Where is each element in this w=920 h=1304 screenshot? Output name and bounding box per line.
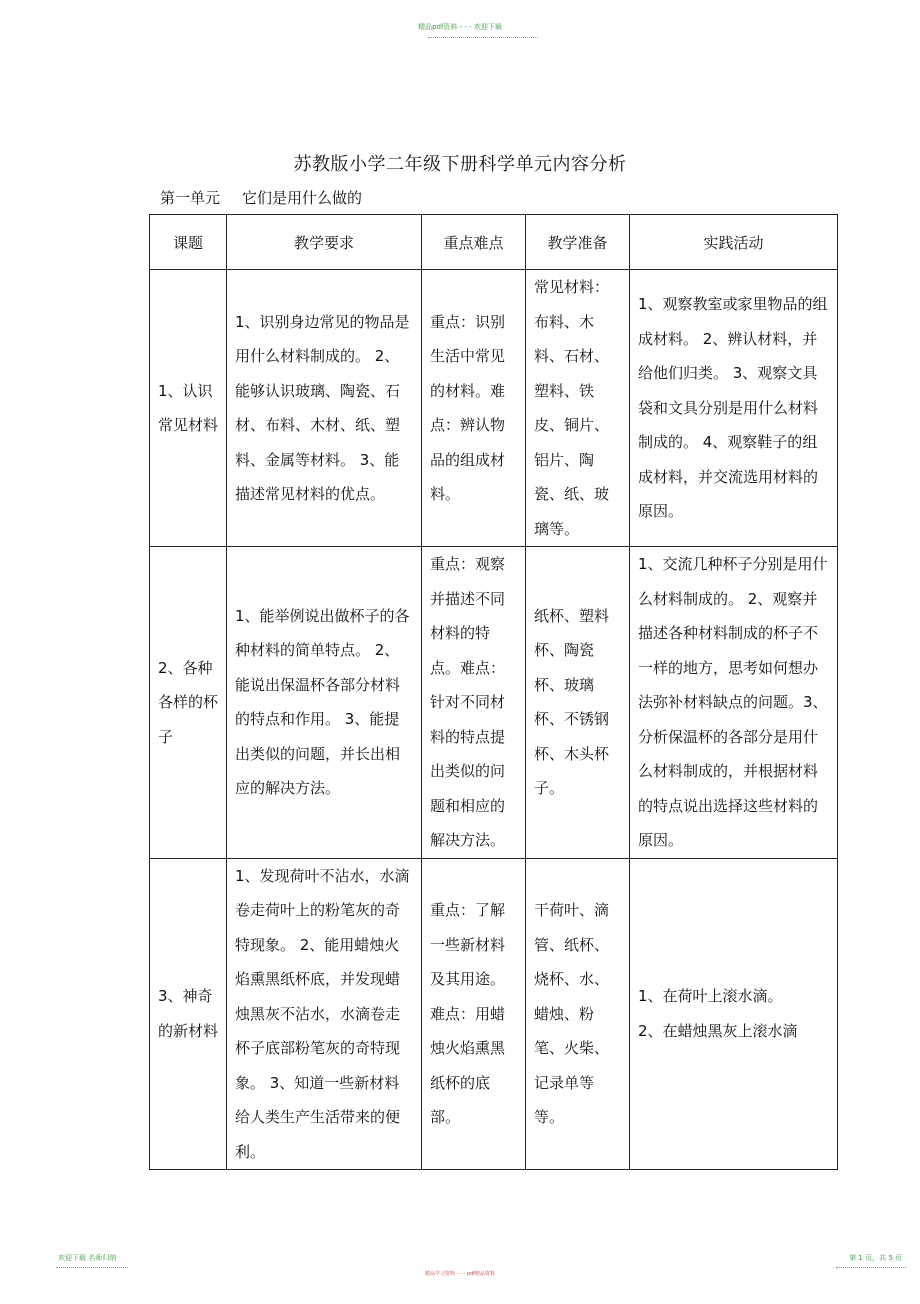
unit-heading bbox=[160, 187, 362, 208]
activities-cell bbox=[630, 858, 838, 1170]
key-points-cell: 重点：识别生活中常见的材料。难点：辨认物品的组成材料。 bbox=[422, 270, 526, 547]
topic-cell: 2、各种各样的杯子 bbox=[150, 547, 227, 859]
page-number: 第 1 页，共 5 页 bbox=[849, 1254, 902, 1262]
footer-left-dots bbox=[56, 1267, 128, 1268]
table-header-row bbox=[150, 215, 838, 270]
column-header: 教学要求 bbox=[227, 215, 422, 270]
preparation-cell: 常见材料：布料、木料、石材、塑料、铁皮、铜片、铝片、陶瓷、纸、玻璃等。 bbox=[526, 270, 630, 547]
table-row bbox=[150, 270, 838, 547]
column-header: 实践活动 bbox=[630, 215, 838, 270]
preparation-cell: 干荷叶、滴管、纸杯、烧杯、水、蜡烛、粉笔、火柴、记录单等等。 bbox=[526, 858, 630, 1170]
key-points-cell: 重点：了解一些新材料及其用途。难点：用蜡烛火焰熏黑纸杯的底部。 bbox=[422, 858, 526, 1170]
requirements-cell: 1、发现荷叶不沾水，水滴卷走荷叶上的粉笔灰的奇特现象。 2、能用蜡烛火焰熏黑纸杯底，并发现蜡烛黑灰不沾水，水滴卷走杯子底部粉笔灰的奇特现象。 3、知道一些新材料给人类生产生活带来的便利。 bbox=[227, 858, 422, 1170]
header-dots bbox=[428, 37, 538, 38]
content-table bbox=[149, 214, 838, 1170]
requirements-cell: 1、识别身边常见的物品是用什么材料制成的。 2、能够认识玻璃、陶瓷、石材、布料、木材、纸、塑料、金属等材料。 3、能描述常见材料的优点。 bbox=[227, 270, 422, 547]
preparation-cell: 纸杯、塑料杯、陶瓷杯、玻璃杯、不锈钢杯、木头杯子。 bbox=[526, 547, 630, 859]
table-row bbox=[150, 858, 838, 1170]
key-points-cell: 重点：观察并描述不同材料的特点。难点：针对不同材料的特点提出类似的问题和相应的解决方法。 bbox=[422, 547, 526, 859]
unit-label: 第一单元 bbox=[160, 189, 221, 207]
requirements-cell: 1、能举例说出做杯子的各种材料的简单特点。 2、能说出保温杯各部分材料的特点和作用。 3、能提出类似的问题，并长出相应的解决方法。 bbox=[227, 547, 422, 859]
activity-line: 2、在蜡烛黑灰上滚水滴 bbox=[638, 1021, 798, 1040]
footer-center-text: 精品学习资料 - - - pdf精品资料 bbox=[425, 1271, 495, 1277]
activities-cell: 1、交流几种杯子分别是用什么材料制成的。 2、观察并描述各种材料制成的杯子不一样的地方，思考如何想办法弥补材料缺点的问题。3、分析保温杯的各部分是用什么材料制成的，并根据材料的特点说出选择这些材料的原因。 bbox=[630, 547, 838, 859]
table-row bbox=[150, 547, 838, 859]
activities-cell: 1、观察教室或家里物品的组成材料。 2、辨认材料，并给他们归类。 3、观察文具袋和文具分别是用什么材料制成的。 4、观察鞋子的组成材料，并交流选用材料的原因。 bbox=[630, 270, 838, 547]
unit-title: 它们是用什么做的 bbox=[242, 189, 363, 207]
footer-right-dots bbox=[836, 1267, 906, 1268]
header-text: 精品pdf资料 - - - 欢迎下载 bbox=[418, 23, 502, 31]
topic-cell: 3、神奇的新材料 bbox=[150, 858, 227, 1170]
document-title: 苏教版小学二年级下册科学单元内容分析 bbox=[293, 154, 627, 175]
column-header: 课题 bbox=[150, 215, 227, 270]
activity-line: 1、在荷叶上滚水滴。 bbox=[638, 987, 783, 1006]
column-header: 重点难点 bbox=[422, 215, 526, 270]
footer-left-text: 欢迎下载 名师归纳 bbox=[58, 1254, 117, 1262]
topic-cell: 1、认识常见材料 bbox=[150, 270, 227, 547]
column-header: 教学准备 bbox=[526, 215, 630, 270]
